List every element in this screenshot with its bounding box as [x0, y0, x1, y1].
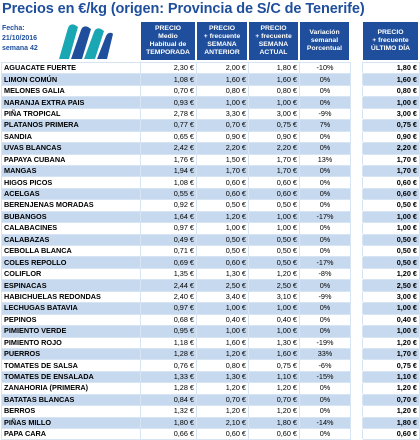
weekly-variation: 0% [300, 200, 351, 211]
table-row [2, 165, 420, 176]
last-day-price: 1,00 € [363, 223, 420, 234]
habitual-price: 1,94 € [141, 165, 197, 176]
weekly-variation: 0% [300, 177, 351, 188]
previous-week-price: 1,60 € [197, 74, 249, 85]
previous-week-price: 0,50 € [197, 246, 249, 257]
previous-week-price: 0,80 € [197, 360, 249, 371]
previous-week-price: 0,60 € [197, 257, 249, 268]
last-day-price: 3,00 € [363, 108, 420, 119]
column-gap [351, 211, 363, 222]
column-gap [351, 348, 363, 359]
habitual-price: 1,76 € [141, 154, 197, 165]
table-row [2, 257, 420, 268]
last-day-price: 1,70 € [363, 154, 420, 165]
table-row [2, 303, 420, 314]
current-week-price: 2,20 € [249, 143, 300, 154]
habitual-price: 0,93 € [141, 97, 197, 108]
weekly-variation: 0% [300, 280, 351, 291]
weekly-variation: 13% [300, 154, 351, 165]
column-gap [351, 188, 363, 199]
current-week-price: 1,00 € [249, 211, 300, 222]
product-name: NARANJA EXTRA PAIS [2, 97, 141, 108]
current-week-price: 0,50 € [249, 234, 300, 245]
table-row [2, 348, 420, 359]
previous-week-price: 1,30 € [197, 268, 249, 279]
product-name: PIMIENTO ROJO [2, 337, 141, 348]
habitual-price: 2,78 € [141, 108, 197, 119]
last-day-price: 1,20 € [363, 337, 420, 348]
weekly-variation: -6% [300, 360, 351, 371]
product-name: PIÑAS MILLO [2, 417, 141, 428]
weekly-variation: 7% [300, 120, 351, 131]
current-week-price: 1,70 € [249, 165, 300, 176]
product-name: HIGOS PICOS [2, 177, 141, 188]
table-row [2, 268, 420, 279]
current-week-price: 0,40 € [249, 314, 300, 325]
last-day-price: 0,50 € [363, 257, 420, 268]
current-week-price: 0,75 € [249, 120, 300, 131]
current-week-price: 0,90 € [249, 131, 300, 142]
habitual-price: 1,64 € [141, 211, 197, 222]
current-week-price: 0,50 € [249, 246, 300, 257]
habitual-price: 1,08 € [141, 74, 197, 85]
product-name: ESPINACAS [2, 280, 141, 291]
weekly-variation: 0% [300, 326, 351, 337]
habitual-price: 0,68 € [141, 314, 197, 325]
product-name: HABICHUELAS REDONDAS [2, 291, 141, 302]
column-gap [351, 246, 363, 257]
table-row [2, 337, 420, 348]
previous-week-price: 1,20 € [197, 383, 249, 394]
table-row [2, 154, 420, 165]
weekly-variation: 0% [300, 223, 351, 234]
habitual-price: 1,28 € [141, 348, 197, 359]
current-week-price: 0,60 € [249, 188, 300, 199]
column-gap [351, 63, 363, 74]
weekly-variation: 0% [300, 85, 351, 96]
current-week-price: 0,60 € [249, 429, 300, 440]
header-habitual-price: PRECIO Medio Habitual de TEMPORADA [140, 21, 196, 61]
column-gap [351, 268, 363, 279]
table-row [2, 120, 420, 131]
column-gap [351, 291, 363, 302]
habitual-price: 0,65 € [141, 131, 197, 142]
current-week-price: 1,00 € [249, 97, 300, 108]
column-gap [351, 200, 363, 211]
last-day-price: 0,50 € [363, 234, 420, 245]
column-gap [351, 85, 363, 96]
column-gap [351, 108, 363, 119]
column-gap [351, 223, 363, 234]
table-row [2, 371, 420, 382]
current-week-price: 1,70 € [249, 154, 300, 165]
last-day-price: 3,00 € [363, 291, 420, 302]
report-week: semana 42 [2, 45, 38, 52]
habitual-price: 0,49 € [141, 234, 197, 245]
previous-week-price: 1,30 € [197, 371, 249, 382]
product-name: PUERROS [2, 348, 141, 359]
column-gap [351, 131, 363, 142]
product-name: PAPAYA CUBANA [2, 154, 141, 165]
previous-week-price: 0,70 € [197, 394, 249, 405]
product-name: ZANAHORIA (PRIMERA) [2, 383, 141, 394]
column-gap [351, 97, 363, 108]
product-name: LECHUGAS BATAVIA [2, 303, 141, 314]
previous-week-price: 2,10 € [197, 417, 249, 428]
product-name: CEBOLLA BLANCA [2, 246, 141, 257]
last-day-price: 1,00 € [363, 326, 420, 337]
product-name: MANGAS [2, 165, 141, 176]
last-day-price: 1,60 € [363, 74, 420, 85]
previous-week-price: 2,00 € [197, 63, 249, 74]
page-title: Precios en €/kg (origen: Provincia de S/C de Tenerife) [2, 1, 365, 17]
table-row [2, 108, 420, 119]
current-week-price: 0,50 € [249, 200, 300, 211]
header-previous-week-price: PRECIO + frecuente SEMANA ANTERIOR [196, 21, 248, 61]
last-day-price: 0,75 € [363, 120, 420, 131]
habitual-price: 0,69 € [141, 257, 197, 268]
last-day-price: 0,60 € [363, 177, 420, 188]
previous-week-price: 1,60 € [197, 337, 249, 348]
current-week-price: 1,20 € [249, 268, 300, 279]
current-week-price: 0,75 € [249, 360, 300, 371]
habitual-price: 0,77 € [141, 120, 197, 131]
table-row [2, 131, 420, 142]
current-week-price: 1,80 € [249, 63, 300, 74]
habitual-price: 2,30 € [141, 63, 197, 74]
previous-week-price: 0,60 € [197, 177, 249, 188]
habitual-price: 2,40 € [141, 291, 197, 302]
report-date: 21/10/2016 [2, 35, 38, 42]
column-gap [351, 303, 363, 314]
last-day-price: 0,90 € [363, 131, 420, 142]
last-day-price: 0,40 € [363, 314, 420, 325]
last-day-price: 0,60 € [363, 188, 420, 199]
weekly-variation: 0% [300, 314, 351, 325]
product-name: PEPINOS [2, 314, 141, 325]
product-name: BUBANGOS [2, 211, 141, 222]
column-gap [351, 326, 363, 337]
last-day-price: 1,00 € [363, 303, 420, 314]
column-gap [351, 280, 363, 291]
product-name: PLATANOS PRIMERA [2, 120, 141, 131]
table-row [2, 97, 420, 108]
habitual-price: 0,76 € [141, 360, 197, 371]
product-name: PIÑA TROPICAL [2, 108, 141, 119]
weekly-variation: 0% [300, 143, 351, 154]
last-day-price: 0,50 € [363, 200, 420, 211]
column-gap [351, 165, 363, 176]
current-week-price: 3,00 € [249, 108, 300, 119]
last-day-price: 1,20 € [363, 406, 420, 417]
current-week-price: 1,10 € [249, 371, 300, 382]
table-row [2, 417, 420, 428]
current-week-price: 1,00 € [249, 303, 300, 314]
column-gap [351, 360, 363, 371]
column-gap [351, 383, 363, 394]
table-row [2, 177, 420, 188]
weekly-variation: 0% [300, 234, 351, 245]
habitual-price: 1,33 € [141, 371, 197, 382]
column-gap [351, 74, 363, 85]
table-row [2, 429, 420, 440]
habitual-price: 0,92 € [141, 200, 197, 211]
header-last-day-price: PRECIO + frecuente ÚLTIMO DÍA [362, 21, 419, 61]
column-gap [351, 371, 363, 382]
previous-week-price: 0,80 € [197, 85, 249, 96]
previous-week-price: 0,50 € [197, 234, 249, 245]
table-row [2, 360, 420, 371]
last-day-price: 1,00 € [363, 211, 420, 222]
habitual-price: 2,42 € [141, 143, 197, 154]
last-day-price: 1,00 € [363, 97, 420, 108]
weekly-variation: -17% [300, 211, 351, 222]
habitual-price: 0,70 € [141, 85, 197, 96]
previous-week-price: 0,90 € [197, 131, 249, 142]
last-day-price: 1,80 € [363, 63, 420, 74]
last-day-price: 2,20 € [363, 143, 420, 154]
weekly-variation: 0% [300, 74, 351, 85]
header-current-week-price: PRECIO + frecuente SEMANA ACTUAL [248, 21, 299, 61]
previous-week-price: 2,50 € [197, 280, 249, 291]
weekly-variation: 0% [300, 131, 351, 142]
previous-week-price: 1,00 € [197, 223, 249, 234]
habitual-price: 1,28 € [141, 383, 197, 394]
weekly-variation: 0% [300, 406, 351, 417]
column-gap [351, 429, 363, 440]
price-table [1, 62, 420, 440]
current-week-price: 1,00 € [249, 223, 300, 234]
table-row [2, 74, 420, 85]
column-gap [351, 177, 363, 188]
weekly-variation: -19% [300, 337, 351, 348]
date-label: Fecha: [2, 25, 25, 32]
table-row [2, 280, 420, 291]
product-name: PIMIENTO VERDE [2, 326, 141, 337]
table-row [2, 188, 420, 199]
column-gap [351, 257, 363, 268]
weekly-variation: 0% [300, 246, 351, 257]
habitual-price: 1,08 € [141, 177, 197, 188]
weekly-variation: -9% [300, 291, 351, 302]
table-row [2, 63, 420, 74]
current-week-price: 0,70 € [249, 394, 300, 405]
previous-week-price: 1,00 € [197, 326, 249, 337]
column-gap [351, 337, 363, 348]
table-row [2, 211, 420, 222]
last-day-price: 1,20 € [363, 383, 420, 394]
previous-week-price: 0,50 € [197, 200, 249, 211]
table-row [2, 223, 420, 234]
previous-week-price: 0,40 € [197, 314, 249, 325]
column-gap [351, 417, 363, 428]
weekly-variation: 0% [300, 383, 351, 394]
weekly-variation: -17% [300, 257, 351, 268]
last-day-price: 0,50 € [363, 246, 420, 257]
column-gap [351, 143, 363, 154]
previous-week-price: 2,20 € [197, 143, 249, 154]
product-name: LIMON COMÚN [2, 74, 141, 85]
product-name: TOMATES DE ENSALADA [2, 371, 141, 382]
last-day-price: 1,80 € [363, 417, 420, 428]
product-name: PAPA CARA [2, 429, 141, 440]
habitual-price: 1,35 € [141, 268, 197, 279]
product-name: BERROS [2, 406, 141, 417]
weekly-variation: 0% [300, 303, 351, 314]
last-day-price: 1,20 € [363, 268, 420, 279]
habitual-price: 1,80 € [141, 417, 197, 428]
weekly-variation: 0% [300, 165, 351, 176]
habitual-price: 1,18 € [141, 337, 197, 348]
previous-week-price: 0,60 € [197, 429, 249, 440]
weekly-variation: 0% [300, 429, 351, 440]
column-gap [351, 394, 363, 405]
last-day-price: 2,50 € [363, 280, 420, 291]
previous-week-price: 0,70 € [197, 120, 249, 131]
last-day-price: 1,70 € [363, 165, 420, 176]
column-gap [351, 154, 363, 165]
product-name: BATATAS BLANCAS [2, 394, 141, 405]
previous-week-price: 0,60 € [197, 188, 249, 199]
previous-week-price: 1,70 € [197, 165, 249, 176]
previous-week-price: 1,00 € [197, 97, 249, 108]
weekly-variation: -14% [300, 417, 351, 428]
previous-week-price: 3,40 € [197, 291, 249, 302]
table-row [2, 85, 420, 96]
habitual-price: 0,97 € [141, 223, 197, 234]
current-week-price: 1,20 € [249, 383, 300, 394]
table-row [2, 143, 420, 154]
table-row [2, 291, 420, 302]
habitual-price: 0,97 € [141, 303, 197, 314]
habitual-price: 1,32 € [141, 406, 197, 417]
last-day-price: 0,75 € [363, 360, 420, 371]
habitual-price: 0,95 € [141, 326, 197, 337]
last-day-price: 0,70 € [363, 394, 420, 405]
previous-week-price: 1,00 € [197, 303, 249, 314]
table-row [2, 406, 420, 417]
current-week-price: 1,60 € [249, 348, 300, 359]
last-day-price: 1,10 € [363, 371, 420, 382]
table-row [2, 314, 420, 325]
product-name: TOMATES DE SALSA [2, 360, 141, 371]
current-week-price: 2,50 € [249, 280, 300, 291]
product-name: ACELGAS [2, 188, 141, 199]
weekly-variation: -15% [300, 371, 351, 382]
product-name: BERENJENAS MORADAS [2, 200, 141, 211]
table-row [2, 394, 420, 405]
table-row [2, 200, 420, 211]
product-name: SANDIA [2, 131, 141, 142]
current-week-price: 1,00 € [249, 326, 300, 337]
previous-week-price: 1,20 € [197, 348, 249, 359]
last-day-price: 1,70 € [363, 348, 420, 359]
product-name: MELONES GALIA [2, 85, 141, 96]
weekly-variation: 33% [300, 348, 351, 359]
current-week-price: 1,60 € [249, 74, 300, 85]
previous-week-price: 1,20 € [197, 211, 249, 222]
current-week-price: 1,80 € [249, 417, 300, 428]
habitual-price: 0,55 € [141, 188, 197, 199]
current-week-price: 3,10 € [249, 291, 300, 302]
weekly-variation: 0% [300, 188, 351, 199]
column-gap [351, 314, 363, 325]
column-gap [351, 120, 363, 131]
last-day-price: 0,60 € [363, 429, 420, 440]
habitual-price: 0,84 € [141, 394, 197, 405]
table-row [2, 234, 420, 245]
current-week-price: 0,60 € [249, 177, 300, 188]
habitual-price: 0,66 € [141, 429, 197, 440]
weekly-variation: 0% [300, 97, 351, 108]
header-weekly-variation: Variación semanal Porcentual [299, 21, 350, 61]
logo-icon [56, 22, 114, 60]
weekly-variation: 0% [300, 394, 351, 405]
column-gap [351, 406, 363, 417]
weekly-variation: -9% [300, 108, 351, 119]
product-name: COLES REPOLLO [2, 257, 141, 268]
column-gap [351, 234, 363, 245]
habitual-price: 0,71 € [141, 246, 197, 257]
current-week-price: 0,80 € [249, 85, 300, 96]
product-name: CALABAZAS [2, 234, 141, 245]
table-row [2, 246, 420, 257]
current-week-price: 1,30 € [249, 337, 300, 348]
product-name: AGUACATE FUERTE [2, 63, 141, 74]
product-name: COLIFLOR [2, 268, 141, 279]
product-name: UVAS BLANCAS [2, 143, 141, 154]
current-week-price: 0,50 € [249, 257, 300, 268]
previous-week-price: 1,20 € [197, 406, 249, 417]
product-name: CALABACINES [2, 223, 141, 234]
last-day-price: 0,80 € [363, 85, 420, 96]
table-row [2, 383, 420, 394]
table-row [2, 326, 420, 337]
current-week-price: 1,20 € [249, 406, 300, 417]
previous-week-price: 1,50 € [197, 154, 249, 165]
habitual-price: 2,44 € [141, 280, 197, 291]
previous-week-price: 3,30 € [197, 108, 249, 119]
weekly-variation: -8% [300, 268, 351, 279]
weekly-variation: -10% [300, 63, 351, 74]
